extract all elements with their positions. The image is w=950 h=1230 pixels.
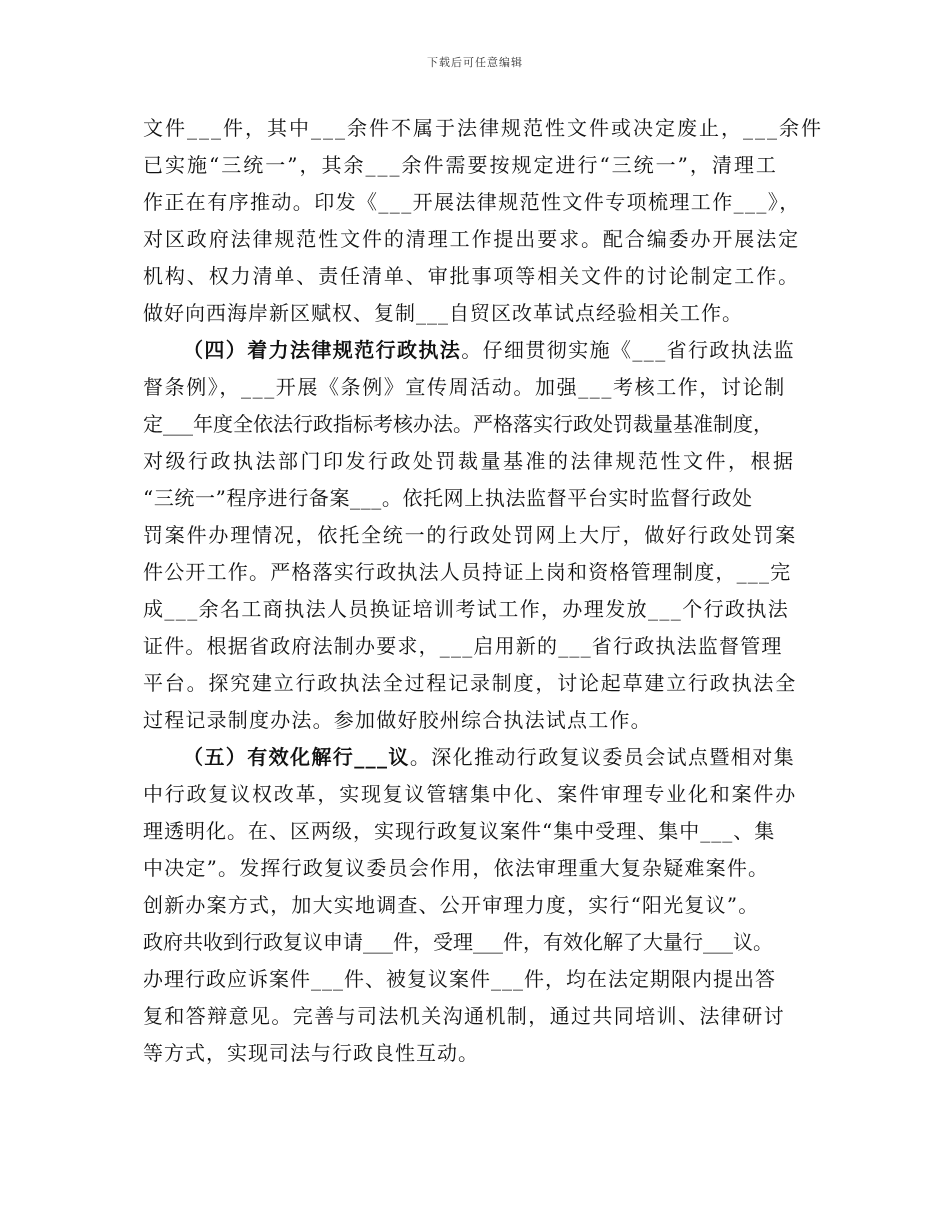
line-text: 等方式，实现司法与行政良性互动。 [143, 1041, 479, 1065]
line-text: 。深化推动行政复议委员会试点暨相对集 [409, 745, 796, 769]
line-text: 罚案件办理情况，依托全统一的行政处罚网上大厅，做好行政处罚案 [143, 523, 797, 547]
text-line [143, 924, 823, 961]
line-text: 政府共收到行政复议申请___件，受理___件，有效化解了大量行___议。 [143, 930, 773, 954]
document-body [143, 110, 823, 1072]
text-line [143, 739, 823, 776]
line-text: 平台。探究建立行政执法全过程记录制度，讨论起草建立行政执法全 [143, 671, 797, 695]
section-heading: （五）有效化解行___议 [183, 745, 410, 769]
line-text: 复和答辩意见。完善与司法机关沟通机制，通过共同培训、法律研讨 [143, 1004, 785, 1028]
line-text: 督条例》，___开展《条例》宣传周活动。加强___考核工作，讨论制 [143, 375, 786, 399]
text-line [143, 517, 823, 554]
line-text: 办理行政应诉案件___件、被复议案件___件，均在法定期限内提出答 [143, 967, 776, 991]
text-line [143, 258, 823, 295]
line-text: 创新办案方式，加大实地调查、公开审理力度，实行“阳光复议”。 [143, 893, 760, 917]
text-line [143, 480, 823, 517]
line-text: 对区政府法律规范性文件的清理工作提出要求。配合编委办开展法定 [143, 227, 800, 251]
line-text: 中行政复议权改革，实现复议管辖集中化、案件审理专业化和案件办 [143, 782, 797, 806]
line-text: 对级行政执法部门印发行政处罚裁量基准的法律规范性文件，根据 [143, 449, 796, 473]
text-line [143, 295, 823, 332]
text-line [143, 850, 823, 887]
line-text: 成___余名工商执法人员换证培训考试工作，办理发放___个行政执法 [143, 597, 790, 621]
text-line [143, 591, 823, 628]
text-line [143, 813, 823, 850]
text-line [143, 332, 823, 369]
line-text: 作正在有序推动。印发《___开展法律规范性文件专项梳理工作___》， [143, 190, 801, 214]
text-line [143, 110, 823, 147]
text-line [143, 702, 823, 739]
text-line [143, 628, 823, 665]
text-line [143, 443, 823, 480]
line-text: 过程记录制度办法。参加做好胶州综合执法试点工作。 [143, 708, 652, 732]
text-line [143, 887, 823, 924]
line-text: 。仔细贯彻实施《___省行政执法监 [461, 338, 796, 362]
line-text: 证件。根据省政府法制办要求，___启用新的___省行政执法监督管理 [143, 634, 783, 658]
text-line [143, 147, 823, 184]
line-text: 件公开工作。严格落实行政执法人员持证上岗和资格管理制度，___完 [143, 560, 792, 584]
line-text: 文件___件，其中___余件不属于法律规范性文件或决定废止，___余件 [143, 116, 823, 140]
text-line [143, 369, 823, 406]
text-line [143, 1035, 823, 1072]
line-text: 已实施“三统一”，其余___余件需要按规定进行“三统一”，清理工 [143, 153, 778, 177]
text-line [143, 998, 823, 1035]
line-text: 做好向西海岸新区赋权、复制___自贸区改革试点经验相关工作。 [143, 301, 743, 325]
line-text: 中决定”。发挥行政复议委员会作用，依法审理重大复杂疑难案件。 [143, 856, 770, 880]
page-header: 下载后可任意编辑 [427, 56, 523, 69]
line-text: “三统一”程序进行备案___。依托网上执法监督平台实时监督行政处 [143, 486, 753, 510]
text-line [143, 184, 823, 221]
text-line [143, 665, 823, 702]
text-line [143, 554, 823, 591]
line-text: 机构、权力清单、责任清单、审批事项等相关文件的讨论制定工作。 [143, 264, 800, 288]
text-line [143, 776, 823, 813]
text-line [143, 961, 823, 998]
text-line [143, 406, 823, 443]
line-text: 定___年度全依法行政指标考核办法。严格落实行政处罚裁量基准制度， [143, 412, 773, 436]
section-heading: （四）着力法律规范行政执法 [183, 338, 462, 362]
text-line [143, 221, 823, 258]
line-text: 理透明化。在、区两级，实现行政复议案件“集中受理、集中___、集 [143, 819, 776, 843]
